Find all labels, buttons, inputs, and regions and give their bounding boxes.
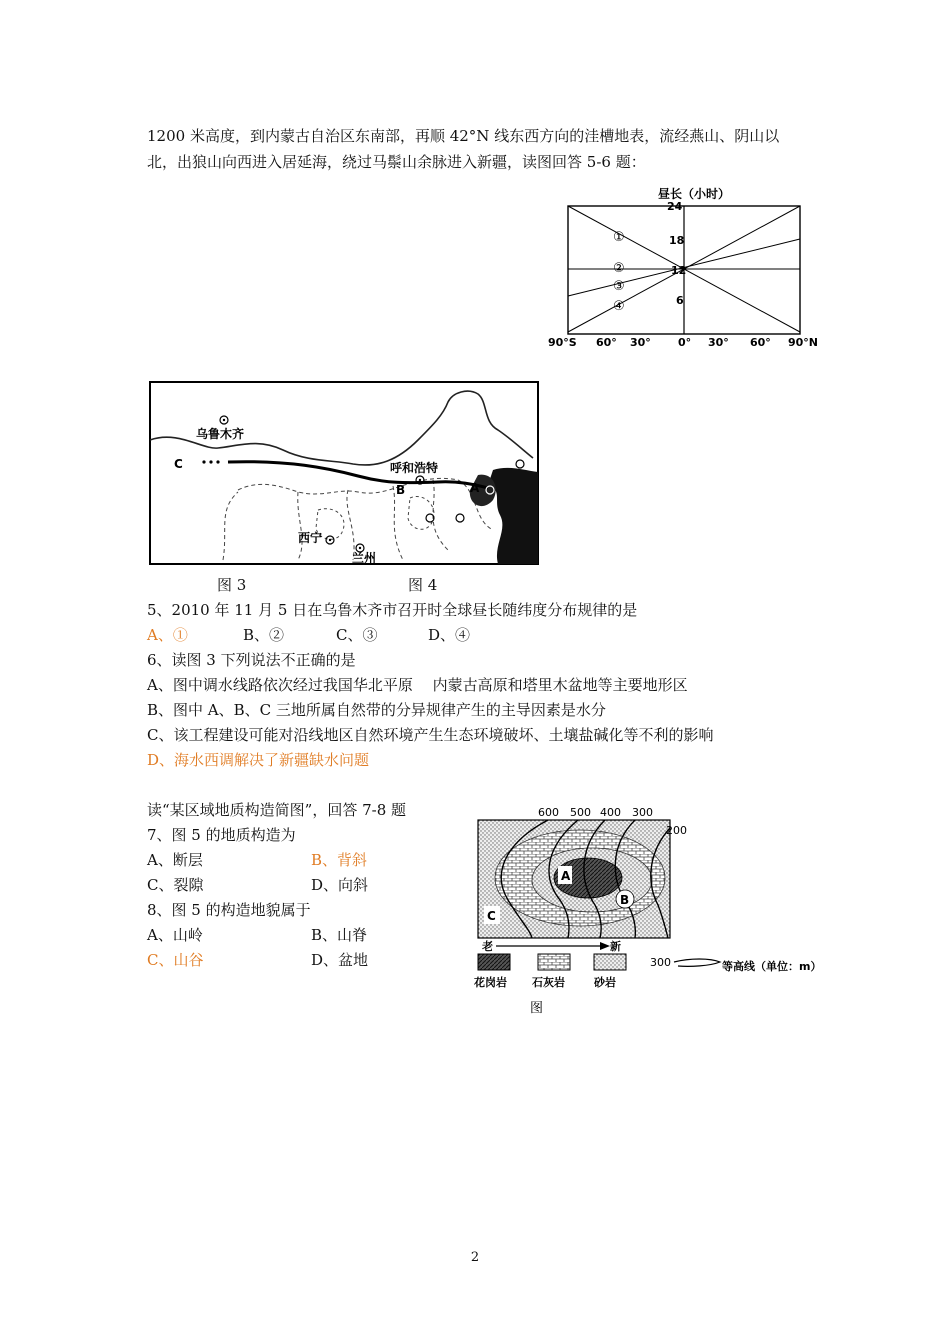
q8-option-c: C、山谷 — [147, 951, 204, 969]
chart-xtick-60n: 60° — [750, 336, 771, 349]
daylength-chart — [540, 184, 830, 354]
q7-option-b: B、背斜 — [311, 851, 368, 869]
q5-option-b: B、② — [243, 626, 285, 644]
contour-legend-value: 300 — [650, 956, 671, 969]
contour-600: 600 — [538, 806, 559, 819]
label-urumqi: 乌鲁木齐 — [196, 427, 245, 441]
contour-legend-label: 等高线（单位：m） — [722, 960, 822, 973]
chart-xtick-90s: 90°S — [548, 336, 577, 349]
q6-option-b: B、图中 A、B、C 三地所属自然带的分异规律产生的主导因素是水分 — [147, 701, 606, 719]
geology-map — [470, 800, 830, 1020]
contour-300: 300 — [632, 806, 653, 819]
curve-label-4: ④ — [613, 299, 625, 314]
legend-sandstone-swatch — [594, 954, 626, 970]
q78-lead: 读“某区域地质构造简图”，回答 7-8 题 — [147, 801, 407, 819]
q8-stem: 8、图 5 的构造地貌属于 — [147, 901, 311, 919]
chart-xtick-90n: 90°N — [788, 336, 819, 349]
label-xining: 西宁 — [298, 531, 323, 545]
curve-label-1: ① — [613, 230, 625, 245]
legend-granite-swatch — [478, 954, 510, 970]
q5-stem: 5、2010 年 11 月 5 日在乌鲁木齐市召开时全球昼长随纬度分布规律的是 — [147, 601, 638, 619]
page-number: 2 — [470, 1250, 480, 1265]
chart-ytick-12: 12 — [671, 264, 687, 277]
q5-option-d: D、④ — [428, 626, 471, 644]
age-new-label: 新 — [610, 940, 621, 953]
caption-fig4: 图 4 — [408, 576, 438, 594]
label-hohhot: 呼和浩特 — [390, 461, 439, 475]
curve-label-3: ③ — [613, 279, 625, 294]
age-old-label: 老 — [482, 940, 493, 953]
contour-200: 200 — [666, 824, 687, 837]
label-b: B — [396, 483, 406, 497]
contour-500: 500 — [570, 806, 591, 819]
label-b: B — [620, 893, 630, 907]
curve-label-2: ② — [613, 261, 625, 276]
q7-option-c: C、裂隙 — [147, 876, 204, 894]
label-c: C — [174, 457, 183, 471]
q8-option-a: A、山岭 — [147, 926, 203, 944]
legend-granite: 花岗岩 — [474, 976, 507, 989]
legend-sandstone: 砂岩 — [594, 976, 616, 989]
chart-ylabel: 昼长（小时） — [658, 187, 731, 201]
q6-stem: 6、读图 3 下列说法不正确的是 — [147, 651, 356, 669]
q7-option-a: A、断层 — [147, 851, 203, 869]
chart-xtick-60s: 60° — [596, 336, 617, 349]
q5-option-a: A、① — [147, 626, 188, 644]
contour-400: 400 — [600, 806, 621, 819]
caption-fig3: 图 3 — [217, 576, 247, 594]
q6-option-d: D、海水西调解决了新疆缺水问题 — [147, 751, 370, 769]
chart-xtick-0: 0° — [678, 336, 692, 349]
q6-option-c: C、该工程建设可能对沿线地区自然环境产生生态环境破坏、土壤盐碱化等不利的影响 — [147, 726, 714, 744]
chart-ytick-18: 18 — [669, 234, 685, 247]
intro-line-1: 1200 米高度，到内蒙古自治区东南部，再顺 42°N 线东西方向的洼槽地表，流经燕山、阴山以 — [147, 127, 780, 145]
chart-xtick-30s: 30° — [630, 336, 651, 349]
label-a: A — [470, 481, 480, 495]
water-diversion-map — [148, 380, 540, 566]
intro-line-2: 北，出狼山向西进入居延海，绕过马鬃山余脉进入新疆，读图回答 5-6 题： — [147, 153, 646, 171]
legend-limestone-swatch — [538, 954, 570, 970]
q8-option-b: B、山脊 — [311, 926, 368, 944]
q5-option-c: C、③ — [336, 626, 378, 644]
label-lanzhou: 兰州 — [352, 551, 377, 565]
label-c: C — [487, 909, 496, 923]
geology-caption: 图 — [530, 1001, 544, 1016]
q8-option-d: D、盆地 — [311, 951, 369, 969]
q6-option-a: A、图中调水线路依次经过我国华北平原 内蒙古高原和塔里木盆地等主要地形区 — [147, 676, 688, 694]
chart-ytick-6: 6 — [676, 294, 684, 307]
label-a: A — [561, 869, 571, 883]
chart-ytick-24: 24 — [667, 200, 683, 213]
q7-option-d: D、向斜 — [311, 876, 369, 894]
legend-limestone: 石灰岩 — [532, 976, 565, 989]
chart-xtick-30n: 30° — [708, 336, 729, 349]
q7-stem: 7、图 5 的地质构造为 — [147, 826, 296, 844]
